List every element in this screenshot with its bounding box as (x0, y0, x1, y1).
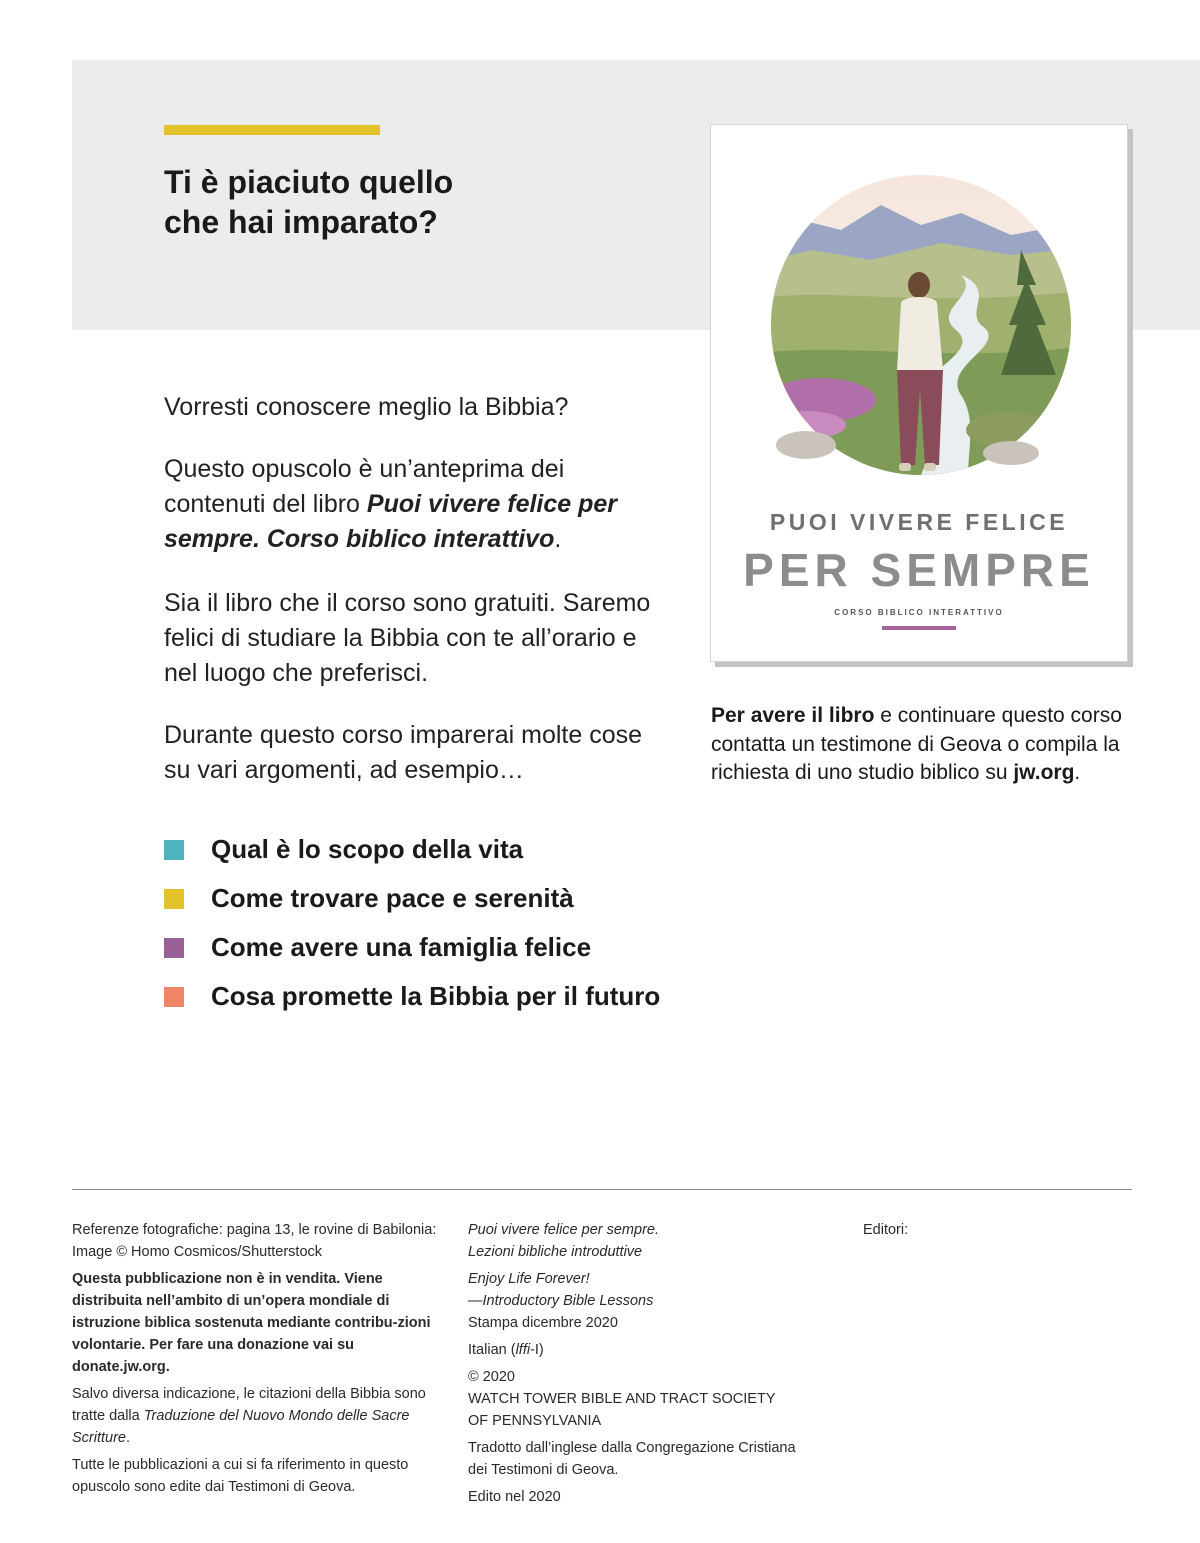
translation-note: Tradotto dall’inglese dalla Congregazione Cristiana dei Testimoni di Geova. (468, 1440, 796, 1478)
cover-illustration (711, 125, 1127, 505)
get-book-info (711, 702, 1131, 788)
photo-credits: Referenze fotografiche: pagina 13, le rovine di Babilonia: Image © Homo Cosmicos/Shutterstock (72, 1222, 437, 1260)
society-line-1: WATCH TOWER BIBLE AND TRACT SOCIETY (468, 1391, 776, 1407)
editors-label: Editori: (863, 1222, 909, 1238)
not-for-sale-notice: Questa pubblicazione non è in vendita. Viene distribuita nell’ambito di un’opera mondiale di istruzione biblica sostenuta mediante contribu-zioni volontarie. Per fare una donazione vai su donate.jw.org. (72, 1271, 431, 1375)
cover-subtitle: CORSO BIBLICO INTERATTIVO (834, 608, 1004, 617)
english-title-line-1: Enjoy Life Forever! (468, 1271, 590, 1287)
topic-item (164, 830, 724, 879)
page-title-line-1: Ti è piaciuto quello (164, 164, 454, 200)
topic-item (164, 879, 724, 928)
cover-title-line-1: PUOI VIVERE FELICE (769, 509, 1069, 535)
jw-org-link[interactable]: jw.org (1013, 761, 1075, 784)
copyright-year: © 2020 (468, 1369, 515, 1385)
footer-column-3 (863, 1219, 1063, 1246)
bible-quotes-text: Salvo diversa indicazione, le citazioni della Bibbia sono tratte dalla (72, 1386, 426, 1424)
cover-title-line-2: PER SEMPRE (743, 544, 1095, 596)
bullet-square-icon (164, 987, 184, 1007)
edition-note: Edito nel 2020 (468, 1489, 561, 1505)
language-suffix: -I) (530, 1342, 544, 1358)
publishers-note: Tutte le pubblicazioni a cui si fa riferimento in questo opuscolo sono edite dai Testimoni di Geova. (72, 1457, 409, 1495)
topic-item (164, 977, 724, 1026)
footer-column-2 (468, 1219, 808, 1513)
topic-label: Cosa promette la Bibbia per il futuro (211, 981, 661, 1011)
english-title (468, 1268, 808, 1312)
bible-quotes-period: . (126, 1430, 131, 1446)
intro-question: Vorresti conoscere meglio la Bibbia? (164, 393, 569, 421)
bible-translation-title: Traduzione del Nuovo Mondo delle Sacre Scritture (72, 1408, 410, 1446)
bullet-square-icon (164, 840, 184, 860)
topic-label: Qual è lo scopo della vita (211, 834, 524, 864)
book-cover (710, 124, 1128, 662)
topics-intro-paragraph: Durante questo corso imparerai molte cose su vari argomenti, ad esempio… (164, 721, 643, 784)
language-symbol: lffi (515, 1342, 531, 1358)
page-title (164, 162, 624, 242)
italian-title (468, 1219, 808, 1263)
society-line-2: OF PENNSYLVANIA (468, 1413, 602, 1429)
topic-label: Come avere una famiglia felice (211, 932, 592, 962)
bullet-square-icon (164, 889, 184, 909)
print-date: Stampa dicembre 2020 (468, 1315, 618, 1331)
get-book-period: . (1074, 761, 1081, 784)
page-title-line-2: che hai imparato? (164, 204, 438, 240)
cover-accent-line (882, 626, 956, 630)
intro-preview-period: . (554, 525, 562, 553)
footer-divider (72, 1189, 1132, 1190)
topics-list (164, 830, 724, 1026)
topic-item (164, 928, 724, 977)
language-text: Italian ( (468, 1342, 516, 1358)
get-book-text: e continuare questo corso contatta un testimone di Geova o compila la richiesta di uno studio biblico su (711, 704, 1122, 784)
topic-label: Come trovare pace e serenità (211, 883, 574, 913)
free-course-paragraph: Sia il libro che il corso sono gratuiti. Saremo felici di studiare la Bibbia con te all’orario e nel luogo che preferisci. (164, 589, 651, 687)
book-title-reference: Puoi vivere felice per sempre. Corso biblico interattivo (164, 490, 618, 553)
bible-quotes-note (72, 1383, 437, 1449)
intro-preview-text: Questo opuscolo è un’anteprima dei contenuti del libro (164, 455, 565, 518)
header-accent-bar (164, 125, 380, 135)
intro-preview-paragraph (164, 452, 664, 557)
english-title-line-2: —Introductory Bible Lessons (468, 1293, 654, 1309)
language-code (468, 1339, 808, 1361)
bullet-square-icon (164, 938, 184, 958)
copyright (468, 1366, 808, 1432)
italian-title-line-1: Puoi vivere felice per sempre. (468, 1222, 659, 1238)
italian-title-line-2: Lezioni bibliche introduttive (468, 1244, 643, 1260)
get-book-lead: Per avere il libro (711, 704, 875, 727)
footer-column-1 (72, 1219, 437, 1503)
